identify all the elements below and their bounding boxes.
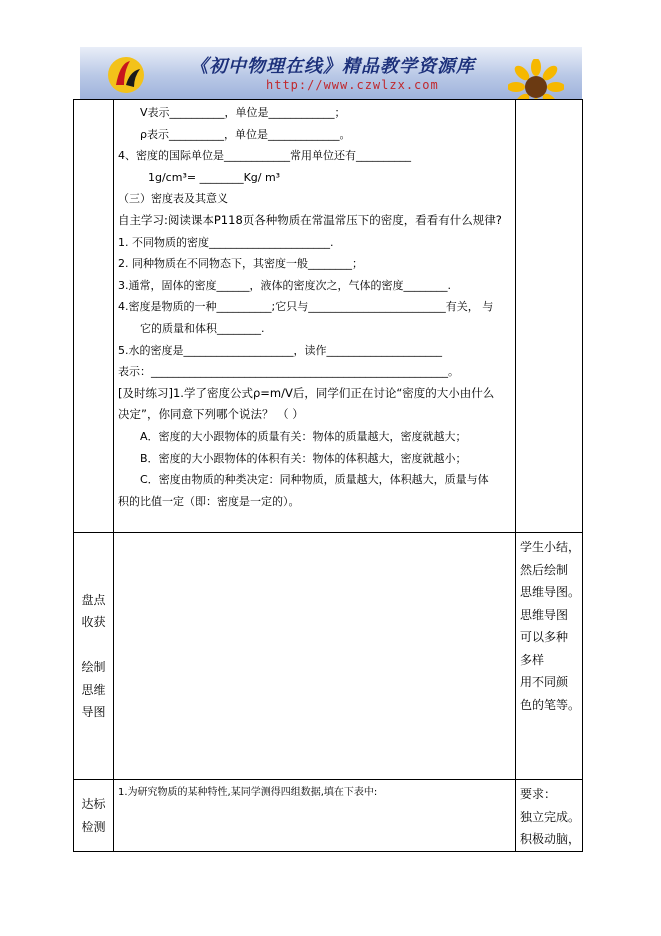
content-cell [114, 100, 516, 533]
line-conversion: 1g/cm³= ________Kg/ m³ [148, 170, 281, 184]
item-5-meaning: 表示：______________________________________________________。 [118, 365, 459, 379]
line-si-unit: 4、密度的国际单位是____________常用单位还有__________ [118, 149, 411, 163]
label-line [74, 634, 113, 657]
side-line: 学生小结， [520, 540, 581, 554]
item-3: 3.通常，固体的密度______，液体的密度次之，气体的密度________. [118, 278, 451, 292]
banner-url[interactable]: http://www.czwlzx.com [266, 78, 439, 92]
side-line: 思维导图 [520, 607, 569, 622]
side-line: 可以多种 [520, 630, 569, 644]
item-2: 2. 同种物质在不同物态下，其密度一般________； [118, 257, 363, 271]
logo-icon [106, 55, 146, 95]
label-cell-summary [74, 533, 114, 780]
label-line: 导图 [81, 705, 106, 719]
lesson-table [73, 99, 583, 852]
side-cell-summary [516, 533, 583, 780]
table-row [74, 780, 583, 852]
side-line: 多样 [520, 652, 545, 667]
test-question: 1.为研究物质的某种特性,某同学测得四组数据,填在下表中: [118, 787, 378, 798]
side-line: 思维导图。 [520, 585, 581, 599]
item-5: 5.水的密度是____________________，读作_____________________ [118, 343, 442, 357]
side-cell [516, 100, 583, 533]
header-banner [80, 47, 582, 99]
test-cell [114, 780, 516, 852]
label-line: 收获 [81, 615, 106, 629]
side-line: 积极动脑， [520, 832, 581, 846]
label-line: 检测 [81, 819, 106, 834]
sunflower-icon [508, 59, 564, 99]
table-row [74, 100, 583, 533]
label-line: 思维 [81, 682, 106, 697]
mind-map-area[interactable] [114, 533, 516, 780]
option-c: C．密度由物质的种类决定：同种物质，质量越大，体积越大，质量与体 [140, 473, 489, 487]
item-1: 1. 不同物质的密度______________________. [118, 235, 334, 249]
option-a: A．密度的大小跟物体的质量有关：物体的质量越大，密度就越大； [140, 429, 467, 443]
section-heading: （三）密度表及其意义 [118, 192, 228, 206]
line-rho: ρ表示__________，单位是_____________。 [140, 127, 351, 141]
line-v: V表示__________，单位是____________； [140, 106, 346, 119]
label-line: 达标 [81, 797, 106, 811]
label-line: 盘点 [81, 592, 106, 607]
option-c-cont: 积的比值一定（即：密度是一定的）。 [118, 494, 300, 508]
label-cell-test [74, 780, 114, 852]
item-4-cont: 它的质量和体积________. [140, 321, 265, 335]
label-cell [74, 100, 114, 533]
table-row [74, 533, 583, 780]
side-line: 用不同颜 [520, 675, 569, 689]
label-line: 绘制 [81, 660, 106, 674]
side-line: 色的笔等。 [520, 697, 581, 712]
self-study: 自主学习:阅读课本P118页各种物质在常温常压下的密度，看看有什么规律? [118, 212, 502, 227]
side-line: 独立完成。 [520, 809, 581, 824]
side-line: 要求： [520, 787, 557, 801]
item-4: 4.密度是物质的一种__________;它只与_________________________有关， 与 [118, 300, 494, 314]
practice-question: [及时练习]1.学了密度公式ρ=m/V后，同学们正在讨论“密度的大小由什么 [118, 385, 495, 400]
side-line: 然后绘制 [520, 562, 569, 577]
practice-question-cont: 决定”，你同意下列哪个说法？ （ ） [118, 407, 304, 422]
side-cell-test [516, 780, 583, 852]
banner-title: 《初中物理在线》精品教学资源库 [190, 56, 475, 77]
option-b: B．密度的大小跟物体的体积有关：物体的体积越大，密度就越小； [140, 451, 467, 465]
